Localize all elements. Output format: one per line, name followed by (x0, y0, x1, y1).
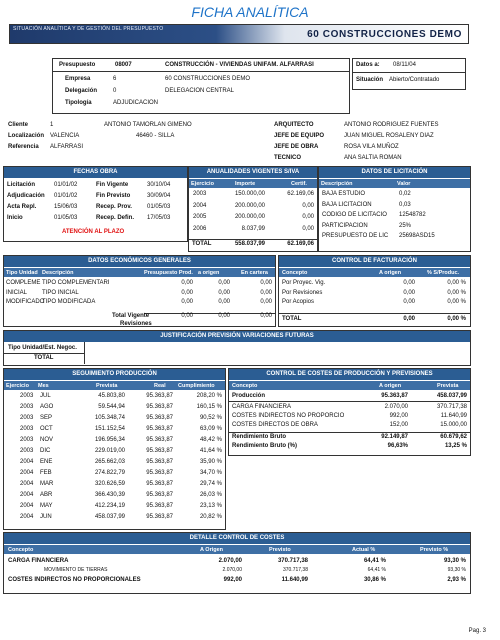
anual-total-label: TOTAL (192, 241, 212, 247)
lic-col-valor: Valor (397, 181, 411, 187)
facturacion-box (278, 255, 471, 327)
det-origen: 992,00 (223, 577, 242, 583)
cost-prevista: 15.000,00 (440, 422, 467, 428)
lic-descripcion: PRESUPUESTO DE LIC (322, 233, 389, 239)
seguimiento-col-headers (4, 381, 225, 390)
tecnico-value: ANA SALTIA ROMAN (344, 155, 402, 161)
eco-descripcion: TIPO INICIAL (42, 289, 79, 296)
economicos-col-headers (4, 268, 275, 277)
cost-col-prevista: Prevista (437, 383, 459, 389)
fin-vigente-value: 30/10/04 (147, 182, 171, 188)
jefe-equipo-value: JUAN MIGUEL ROSALENY DIAZ (344, 133, 434, 139)
justificacion-header: JUSTIFICACIÓN PREVISIÓN VARIACIONES FUTURAS (4, 331, 470, 342)
seg-mes: JUN (40, 514, 52, 520)
arquitecto-value: ANTONIO RODRIGUEZ FUENTES (344, 122, 439, 128)
fin-previsto-value: 30/09/04 (147, 193, 171, 199)
total-vigente-label: Total Vigente (112, 313, 150, 319)
seg-col-cumplimiento: Cumplimiento (178, 383, 215, 389)
seg-mes: SEP (40, 415, 53, 421)
anual-col-importe: Importe (235, 181, 256, 187)
anual-total-certif: 62.169,06 (287, 241, 314, 247)
plazo-alert: ATENCIÓN AL PLAZO (62, 229, 125, 235)
cost-prevista: 11.640,99 (440, 413, 467, 419)
fin-previsto-label: Fin Previsto (96, 193, 131, 199)
seg-mes: AGO (40, 404, 54, 410)
seg-col-prevista: Prevista (96, 383, 118, 389)
det-actual: 30,86 % (363, 577, 386, 583)
tecnico-label: TECNICO (274, 155, 301, 161)
jefe-obra-value: ROSA VILA MUÑOZ (344, 144, 399, 150)
eco-tipo: COMPLEME (6, 280, 41, 286)
adjudicacion-label: Adjudicación (7, 193, 45, 199)
seg-prevista: 320.626,59 (94, 481, 125, 487)
acta-label: Acta Repl. (7, 204, 37, 210)
det-concepto: COSTES INDIRECTOS NO PROPORCIONALES (8, 577, 141, 583)
lic-valor: 12548782 (399, 212, 426, 218)
det-previsto: 370.717,38 (277, 558, 308, 564)
rend-bruto-prevista: 60.679,62 (440, 434, 467, 440)
anual-certif: 0,00 (302, 225, 314, 232)
seg-prevista: 229.019,00 (94, 448, 125, 454)
datos-value: 08/11/04 (393, 62, 416, 68)
fact-concepto: Por Revisiones (282, 289, 323, 296)
seg-real: 95.363,87 (146, 426, 173, 432)
seg-real: 95.363,87 (146, 470, 173, 476)
adjudicacion-value: 01/01/02 (54, 193, 78, 199)
licitacion-value: 01/01/02 (54, 182, 78, 188)
cost-concepto: COSTES INDIRECTOS NO PROPORCIO (232, 413, 345, 419)
situacion-label: Situación (356, 77, 384, 83)
seguimiento-box (3, 368, 226, 530)
cost-col-concepto: Concepto (232, 383, 258, 389)
fact-origen: 0,00 (403, 289, 415, 296)
seg-mes: MAR (40, 481, 54, 487)
fact-pct: 0,00 % (447, 289, 466, 296)
det-col-previsto: Previsto (269, 547, 291, 553)
licitacion-label: Licitación (7, 182, 36, 188)
eco-cartera: 0,00 (260, 289, 272, 296)
fact-concepto: Por Acopios (282, 299, 315, 305)
eco-origen: 0,00 (218, 289, 230, 296)
page-number: Pag. 3 (468, 628, 486, 634)
economicos-box (3, 255, 276, 327)
facturacion-col-headers (279, 268, 470, 277)
eco-col-presupuesto: Presupuesto Prod. (144, 270, 193, 276)
eco-presupuesto: 0,00 (181, 280, 193, 286)
seg-ejercicio: 2003 (20, 448, 34, 454)
recep-def-value: 17/05/03 (147, 215, 171, 221)
seg-cumplimiento: 48,42 % (199, 437, 222, 443)
produccion-origen: 95.363,87 (381, 393, 408, 399)
seg-ejercicio: 2003 (20, 426, 34, 432)
costes-col-headers (229, 381, 470, 390)
seg-col-mes: Mes (38, 383, 49, 389)
licitacion-col-headers (319, 179, 470, 188)
budget-description: CONSTRUCCIÓN - VIVIENDAS UNIFAM. ALFARRASI (165, 62, 314, 68)
eco-descripcion: TIPO COMPLEMENTARI (42, 280, 110, 286)
seguimiento-header: SEGUIMIENTO PRODUCCIÓN (4, 369, 225, 380)
page-title: FICHA ANALÍTICA (191, 4, 309, 20)
rend-bruto-pct-origen: 96,63% (387, 443, 408, 449)
seg-cumplimiento: 20,82 % (199, 514, 222, 520)
det-col-actual: Actual % (352, 547, 376, 553)
cost-col-origen: A origen (379, 383, 402, 389)
empresa-name: 60 CONSTRUCCIONES DEMO (165, 76, 251, 82)
fact-pct: 0,00 % (447, 299, 466, 305)
anual-importe: 200.000,00 (234, 202, 265, 209)
anual-importe: 150.000,00 (234, 191, 265, 197)
det-origen: 2.070,00 (218, 558, 242, 564)
seg-mes: OCT (40, 426, 53, 432)
seg-ejercicio: 2004 (20, 481, 34, 487)
anual-col-ejercicio: Ejercicio (191, 181, 214, 187)
seg-cumplimiento: 29,74 % (199, 481, 222, 487)
tipologia-value: ADJUDICACION (113, 100, 159, 106)
seg-real: 95.363,87 (146, 514, 173, 520)
eco-col-cartera: En cartera (241, 270, 268, 276)
eco-presupuesto: 0,00 (181, 289, 193, 296)
seg-real: 95.363,87 (146, 459, 173, 465)
lic-valor: 0,03 (399, 201, 411, 208)
lic-descripcion: PARTICIPACION (322, 222, 368, 229)
lic-descripcion: BAJA ESTUDIO (322, 191, 366, 197)
seg-ejercicio: 2003 (20, 437, 34, 443)
seg-prevista: 59.544,94 (98, 404, 125, 410)
seg-real: 95.363,87 (146, 492, 173, 498)
det-col-origen: A Origen (200, 547, 224, 553)
cliente-label: Cliente (8, 122, 29, 128)
facturacion-header: CONTROL DE FACTURACIÓN (279, 256, 470, 267)
referencia-label: Referencia (8, 144, 39, 150)
seg-ejercicio: 2004 (20, 503, 34, 509)
seg-cumplimiento: 35,90 % (199, 459, 222, 465)
seg-ejercicio: 2004 (20, 459, 34, 465)
licitacion-header: DATOS DE LICITACIÓN (319, 167, 470, 178)
licitacion-box (318, 166, 471, 252)
jefe-equipo-label: JEFE DE EQUIPO (274, 133, 325, 139)
seg-cumplimiento: 63,09 % (199, 426, 222, 432)
det-previsto: 370.717,38 (282, 567, 308, 573)
seg-cumplimiento: 34,70 % (199, 470, 222, 476)
fact-concepto: Por Proyec. Vig. (282, 280, 326, 286)
seg-mes: FEB (40, 470, 52, 476)
eco-descripcion: TIPO MODIFICADA (42, 299, 96, 305)
recep-prov-value: 01/05/03 (147, 204, 171, 210)
seg-prevista: 274.822,79 (94, 470, 125, 476)
anualidades-col-headers (189, 179, 317, 188)
justificacion-total: TOTAL (34, 355, 54, 361)
cost-concepto: COSTES DIRECTOS DE OBRA (232, 422, 318, 428)
fact-total-pct: 0,00 % (447, 316, 466, 322)
seg-prevista: 458.037,99 (94, 514, 125, 520)
cost-origen: 2.070,00 (384, 404, 408, 410)
lic-descripcion: BAJA LICITACION (322, 201, 372, 208)
seg-real: 95.363,87 (146, 481, 173, 487)
eco-cartera: 0,00 (260, 299, 272, 305)
seg-prevista: 45.803,80 (98, 393, 125, 399)
seg-ejercicio: 2004 (20, 492, 34, 498)
company-name: 60 CONSTRUCCIONES DEMO (307, 29, 462, 40)
recep-prov-label: Recep. Prov. (96, 204, 132, 210)
eco-tipo: INICIAL (6, 289, 28, 296)
cost-origen: 152,00 (389, 422, 408, 428)
eco-col-descripcion: Descripción (42, 270, 74, 276)
seg-mes: MAY (40, 503, 53, 509)
arquitecto-label: ARQUITECTO (274, 122, 314, 128)
seg-cumplimiento: 41,64 % (199, 448, 222, 454)
det-col-concepto: Concepto (8, 547, 34, 553)
rend-bruto-origen: 92.149,87 (381, 434, 408, 440)
detalle-header: DETALLE CONTROL DE COSTES (4, 533, 470, 544)
fact-col-concepto: Concepto (282, 270, 308, 276)
anual-importe: 8.037,99 (241, 225, 265, 232)
banner-subtitle: SITUACIÓN ANALÍTICA Y DE GESTIÓN DEL PRESUPUESTO (13, 26, 164, 32)
fechas-header: FECHAS OBRA (4, 167, 187, 178)
seg-mes: JUL (40, 393, 51, 399)
produccion-prevista: 458.037,99 (436, 393, 467, 399)
cost-prevista: 370.717,38 (436, 404, 467, 410)
fact-pct: 0,00 % (447, 280, 466, 286)
fact-col-origen: A origen (379, 270, 402, 276)
anual-ejercicio: 2005 (193, 214, 207, 220)
anualidades-box (188, 166, 318, 252)
rend-bruto-label: Rendimiento Bruto (232, 434, 286, 440)
anual-total-importe: 558.037,99 (234, 241, 265, 247)
eco-origen: 0,00 (218, 299, 230, 305)
cliente-code: 1 (50, 122, 54, 128)
fact-total-origen: 0,00 (403, 316, 415, 322)
seg-ejercicio: 2003 (20, 415, 34, 421)
presupuesto-value: 08007 (115, 62, 132, 68)
seg-mes: ENE (40, 459, 53, 465)
localizacion-cp: 46460 - SILLA (136, 133, 175, 139)
inicio-label: Inicio (7, 215, 23, 221)
det-concepto: CARGA FINANCIERA (8, 558, 69, 564)
empresa-label: Empresa (65, 76, 91, 82)
cost-concepto: CARGA FINANCIERA (232, 404, 292, 410)
lic-col-descripcion: Descripción (321, 181, 353, 187)
localizacion-value: VALENCIA (50, 133, 80, 139)
anual-ejercicio: 2004 (193, 202, 207, 209)
det-col-previsto-pct: Previsto % (420, 547, 449, 553)
dates-status-box (352, 58, 466, 90)
acta-value: 15/06/03 (54, 204, 78, 210)
seg-real: 95.363,87 (146, 415, 173, 421)
presupuesto-label: Presupuesto (59, 62, 96, 68)
anual-certif: 0,00 (302, 202, 314, 209)
seg-prevista: 196.956,34 (94, 437, 125, 443)
detalle-col-headers (4, 545, 470, 554)
jefe-obra-label: JEFE DE OBRA (274, 144, 319, 150)
total-vigente-cartera: 0,00 (260, 313, 272, 319)
delegacion-label: Delegación (65, 88, 98, 94)
seg-cumplimiento: 90,52 % (199, 415, 222, 421)
eco-origen: 0,00 (218, 280, 230, 286)
det-previsto-pct: 93,30 % (447, 567, 466, 573)
delegacion-name: DELEGACION CENTRAL (165, 88, 235, 94)
recep-def-label: Recep. Defin. (96, 215, 135, 221)
eco-cartera: 0,00 (260, 280, 272, 286)
seg-ejercicio: 2004 (20, 514, 34, 520)
seg-prevista: 412.234,19 (94, 503, 125, 509)
lic-valor: 25% (399, 222, 412, 229)
localizacion-label: Localización (8, 133, 45, 139)
fin-vigente-label: Fin Vigente (96, 182, 129, 188)
eco-presupuesto: 0,00 (181, 299, 193, 305)
seg-col-ejercicio: Ejercicio (6, 383, 29, 389)
anual-certif: 62.169,06 (287, 191, 314, 197)
lic-valor: 0,02 (399, 191, 411, 197)
revisiones-label: Revisiones (120, 321, 152, 327)
seg-cumplimiento: 23,13 % (199, 503, 222, 509)
det-origen: 2.070,00 (222, 567, 242, 573)
seg-ejercicio: 2003 (20, 404, 34, 410)
anual-col-certif: Certif. (291, 181, 307, 187)
referencia-value: ALFARRASI (50, 144, 84, 150)
det-previsto-pct: 93,30 % (443, 558, 466, 564)
delegacion-code: 0 (113, 88, 117, 94)
fact-total-label: TOTAL (282, 316, 302, 322)
cliente-name: ANTONIO TAMORLAN GIMENO (104, 122, 192, 128)
seg-prevista: 105.348,74 (94, 415, 125, 421)
seg-cumplimiento: 26,03 % (199, 492, 222, 498)
lic-valor: 25698ASD15 (399, 233, 435, 239)
costes-box (228, 368, 471, 456)
det-concepto: MOVIMIENTO DE TIERRAS (44, 567, 108, 573)
anual-ejercicio: 2006 (193, 225, 207, 232)
det-previsto: 11.640,99 (281, 577, 308, 583)
seg-col-real: Real (154, 383, 166, 389)
justificacion-col: Tipo Unidad/Est. Negoc. (8, 345, 77, 351)
seg-ejercicio: 2004 (20, 470, 34, 476)
anual-importe: 200.000,00 (234, 214, 265, 220)
seg-prevista: 151.152,54 (94, 426, 125, 432)
budget-box (52, 58, 350, 114)
seg-mes: ABR (40, 492, 53, 498)
produccion-label: Producción (232, 393, 266, 399)
situacion-value: Abierto/Contratado (389, 77, 440, 83)
seg-prevista: 366.430,39 (94, 492, 125, 498)
seg-real: 95.363,87 (146, 404, 173, 410)
anual-ejercicio: 2003 (193, 191, 207, 197)
seg-ejercicio: 2003 (20, 393, 34, 399)
cost-origen: 992,00 (389, 413, 408, 419)
seg-real: 95.363,87 (146, 503, 173, 509)
seg-real: 95.363,87 (146, 448, 173, 454)
seg-real: 95.363,87 (146, 437, 173, 443)
seg-real: 95.363,87 (146, 393, 173, 399)
fact-origen: 0,00 (403, 280, 415, 286)
anualidades-header: ANUALIDADES VIGENTES S/IVA (189, 167, 317, 178)
det-actual: 64,41 % (363, 558, 386, 564)
datos-label: Datos a: (356, 62, 380, 68)
anual-certif: 0,00 (302, 214, 314, 220)
fechas-obra-box (3, 166, 188, 242)
seg-cumplimiento: 208,20 % (196, 393, 222, 399)
seg-mes: DIC (40, 448, 51, 454)
detalle-box (3, 532, 471, 594)
economicos-header: DATOS ECONÓMICOS GENERALES (4, 256, 275, 267)
seg-cumplimiento: 160,15 % (196, 404, 222, 410)
total-vigente-presupuesto: 0,00 (181, 313, 193, 319)
justificacion-box (3, 330, 471, 366)
eco-tipo: MODIFICADO (6, 299, 45, 305)
report-banner (9, 24, 469, 44)
seg-prevista: 265.662,03 (94, 459, 125, 465)
det-previsto-pct: 2,93 % (447, 577, 466, 583)
fact-col-pct: % S/Produc. (427, 270, 460, 276)
seg-mes: NOV (40, 437, 54, 443)
inicio-value: 01/05/03 (54, 215, 78, 221)
tipologia-label: Tipología (65, 100, 92, 106)
eco-col-origen: a origen (198, 270, 220, 276)
eco-col-tipo: Tipo Unidad (6, 270, 38, 276)
rend-bruto-pct-label: Rendimiento Bruto (%) (232, 443, 297, 449)
lic-descripcion: CODIGO DE LICITACIO (322, 212, 387, 218)
det-actual: 64,41 % (367, 567, 386, 573)
total-vigente-origen: 0,00 (218, 313, 230, 319)
rend-bruto-pct-prevista: 13,25 % (444, 443, 467, 449)
empresa-code: 6 (113, 76, 117, 82)
costes-header: CONTROL DE COSTES DE PRODUCCIÓN Y PREVISIONES (229, 369, 470, 380)
fact-origen: 0,00 (403, 299, 415, 305)
